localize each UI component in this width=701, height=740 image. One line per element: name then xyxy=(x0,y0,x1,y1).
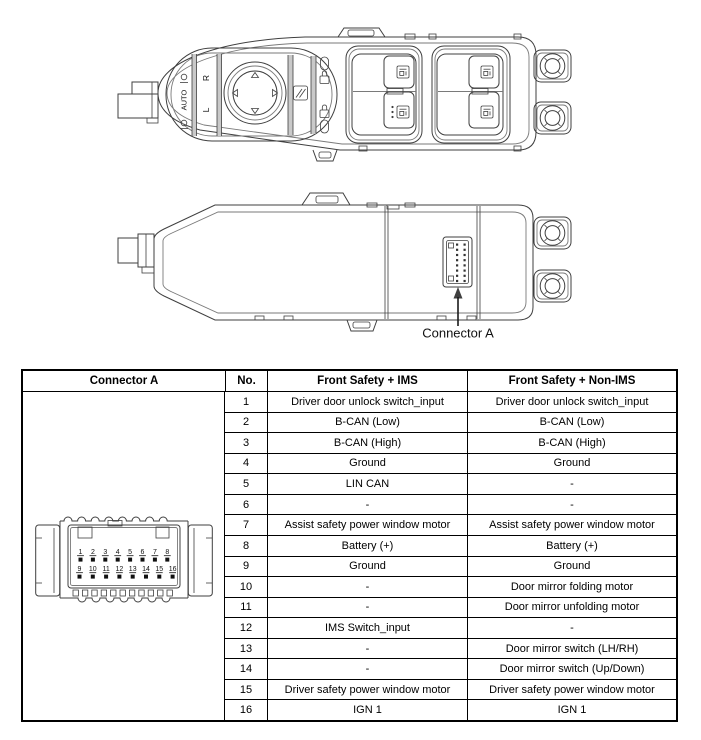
table-row xyxy=(225,679,676,700)
table-cell-ims-function: - xyxy=(267,577,467,597)
pin-number: 9 xyxy=(77,565,81,573)
table-row xyxy=(225,597,676,618)
table-cell-ims-function: IMS Switch_input xyxy=(267,618,467,638)
mirror-select-l-label: L xyxy=(201,107,211,113)
table-cell-pin-no: 2 xyxy=(242,416,250,429)
pin-number: 5 xyxy=(127,548,132,556)
connector-a-diagram-cell xyxy=(23,392,225,720)
door-unlock-icon xyxy=(320,105,329,118)
pin-table-rows xyxy=(225,392,676,720)
pin-number: 14 xyxy=(141,565,150,573)
table-row xyxy=(225,556,676,577)
table-cell-ims-function: LIN CAN xyxy=(267,474,467,494)
table-cell-ims-function: Driver door unlock switch_input xyxy=(267,392,467,412)
mirror-adjust-knob xyxy=(224,62,286,124)
connector-a xyxy=(443,237,472,287)
table-cell-non-ims-function: IGN 1 xyxy=(467,700,676,720)
table-row xyxy=(225,699,676,720)
table-cell-pin-no: 1 xyxy=(242,395,250,408)
door-lock-switch xyxy=(320,57,329,133)
window-switch-cluster-front xyxy=(346,46,422,143)
harness-stalk xyxy=(118,234,154,273)
table-cell-non-ims-function: Battery (+) xyxy=(467,536,676,556)
window-switch-cluster-rear xyxy=(432,46,510,143)
table-cell-ims-function: Driver safety power window motor xyxy=(267,680,467,700)
castellation-row xyxy=(73,590,172,596)
table-cell-pin-no: 9 xyxy=(242,560,250,573)
table-cell-pin-no: 6 xyxy=(242,498,250,511)
auto-label: AUTO xyxy=(179,89,189,111)
table-row xyxy=(225,392,676,412)
pin-number: 13 xyxy=(128,565,137,573)
table-cell-pin-no: 7 xyxy=(242,519,250,532)
table-cell-non-ims-function: Door mirror switch (LH/RH) xyxy=(467,639,676,659)
table-cell-ims-function: Ground xyxy=(267,454,467,474)
table-row xyxy=(225,432,676,453)
table-cell-ims-function: B-CAN (High) xyxy=(267,433,467,453)
mounting-tab-upper xyxy=(534,217,571,249)
connector-a-face-drawing xyxy=(35,508,213,605)
table-cell-pin-no: 3 xyxy=(242,436,250,449)
pin-number: 6 xyxy=(140,548,144,556)
connector-a-pins xyxy=(456,244,466,283)
table-cell-non-ims-function: B-CAN (High) xyxy=(467,433,676,453)
table-cell-ims-function: Ground xyxy=(267,557,467,577)
table-cell-pin-no: 14 xyxy=(239,663,253,676)
table-cell-pin-no: 10 xyxy=(239,580,253,593)
table-cell-pin-no: 5 xyxy=(242,478,250,491)
window-switch-icon xyxy=(481,66,493,78)
window-switch-icon xyxy=(397,66,409,78)
table-cell-non-ims-function: Driver safety power window motor xyxy=(467,680,676,700)
header-connector-a: Connector A xyxy=(89,375,159,387)
table-cell-ims-function: IGN 1 xyxy=(267,700,467,720)
housing-outline xyxy=(154,193,533,331)
table-cell-pin-no: 8 xyxy=(242,539,250,552)
table-row xyxy=(225,473,676,494)
table-cell-non-ims-function: - xyxy=(467,495,676,515)
indicator-dot xyxy=(391,111,393,113)
pin-number: 2 xyxy=(90,548,95,556)
pin-number: 1 xyxy=(78,548,82,556)
pin-number: 16 xyxy=(168,565,176,573)
table-row xyxy=(225,535,676,556)
window-switch-icon xyxy=(481,106,493,118)
door-lock-icon xyxy=(320,71,329,84)
mirror-select-r-label: R xyxy=(201,74,211,82)
table-row xyxy=(225,617,676,638)
mirror-fold-auto-switch xyxy=(180,74,189,128)
callout-arrow xyxy=(454,287,463,299)
table-cell-ims-function: - xyxy=(267,598,467,618)
mirror-folding-icon xyxy=(294,86,308,100)
table-cell-pin-no: 13 xyxy=(239,642,253,655)
window-switch-icon xyxy=(397,106,409,118)
table-row xyxy=(225,412,676,433)
pin-grid xyxy=(76,549,176,579)
table-cell-non-ims-function: - xyxy=(467,474,676,494)
connector-a-callout xyxy=(422,287,494,341)
pin-number: 15 xyxy=(154,565,163,573)
table-cell-pin-no: 12 xyxy=(239,621,253,634)
table-cell-pin-no: 15 xyxy=(239,683,253,696)
pin-number: 3 xyxy=(102,548,107,556)
arrow-up-icon xyxy=(252,73,259,78)
table-cell-ims-function: B-CAN (Low) xyxy=(267,413,467,433)
header-front-safety-ims: Front Safety + IMS xyxy=(267,371,467,391)
table-cell-pin-no: 4 xyxy=(242,457,250,470)
table-cell-non-ims-function: Door mirror folding motor xyxy=(467,577,676,597)
table-cell-non-ims-function: B-CAN (Low) xyxy=(467,413,676,433)
table-cell-non-ims-function: Door mirror unfolding motor xyxy=(467,598,676,618)
table-cell-ims-function: - xyxy=(267,639,467,659)
header-front-safety-non-ims: Front Safety + Non-IMS xyxy=(467,371,676,391)
table-cell-pin-no: 16 xyxy=(239,704,253,717)
mirror-icon xyxy=(180,74,188,82)
table-cell-ims-function: Assist safety power window motor xyxy=(267,515,467,535)
back-view-drawing xyxy=(100,190,600,340)
indicator-dot xyxy=(391,116,393,118)
table-row xyxy=(225,514,676,535)
pin-number: 12 xyxy=(115,565,123,573)
mounting-tab-lower xyxy=(534,270,571,302)
table-cell-non-ims-function: Assist safety power window motor xyxy=(467,515,676,535)
pin-number: 11 xyxy=(101,565,110,573)
table-cell-pin-no: 11 xyxy=(240,601,252,614)
mounting-tab-lower xyxy=(534,102,571,134)
table-cell-non-ims-function: - xyxy=(467,618,676,638)
indicator-dot xyxy=(391,106,393,108)
pin-number: 8 xyxy=(164,548,169,556)
pin-number: 7 xyxy=(152,548,157,556)
table-row xyxy=(225,494,676,515)
header-no: No. xyxy=(225,371,267,391)
table-cell-ims-function: - xyxy=(267,495,467,515)
connector-a-label: Connector A xyxy=(422,325,494,341)
table-row xyxy=(225,638,676,659)
mirror-control-pod xyxy=(166,48,337,141)
table-row xyxy=(225,453,676,474)
pin-table-header xyxy=(23,371,676,392)
mounting-tab-upper xyxy=(534,50,571,82)
connector-housing xyxy=(35,517,212,602)
table-cell-ims-function: - xyxy=(267,659,467,679)
mirror-select-switch xyxy=(201,75,211,112)
pin-table xyxy=(21,369,678,722)
harness-stalk xyxy=(118,82,158,123)
table-cell-non-ims-function: Ground xyxy=(467,454,676,474)
pin-number: 10 xyxy=(88,565,97,573)
table-cell-non-ims-function: Ground xyxy=(467,557,676,577)
pin-number: 4 xyxy=(115,548,120,556)
table-cell-non-ims-function: Driver door unlock switch_input xyxy=(467,392,676,412)
arrow-down-icon xyxy=(252,109,259,114)
front-view-drawing xyxy=(100,20,600,170)
table-row xyxy=(225,576,676,597)
table-cell-ims-function: Battery (+) xyxy=(267,536,467,556)
table-cell-non-ims-function: Door mirror switch (Up/Down) xyxy=(467,659,676,679)
table-row xyxy=(225,658,676,679)
